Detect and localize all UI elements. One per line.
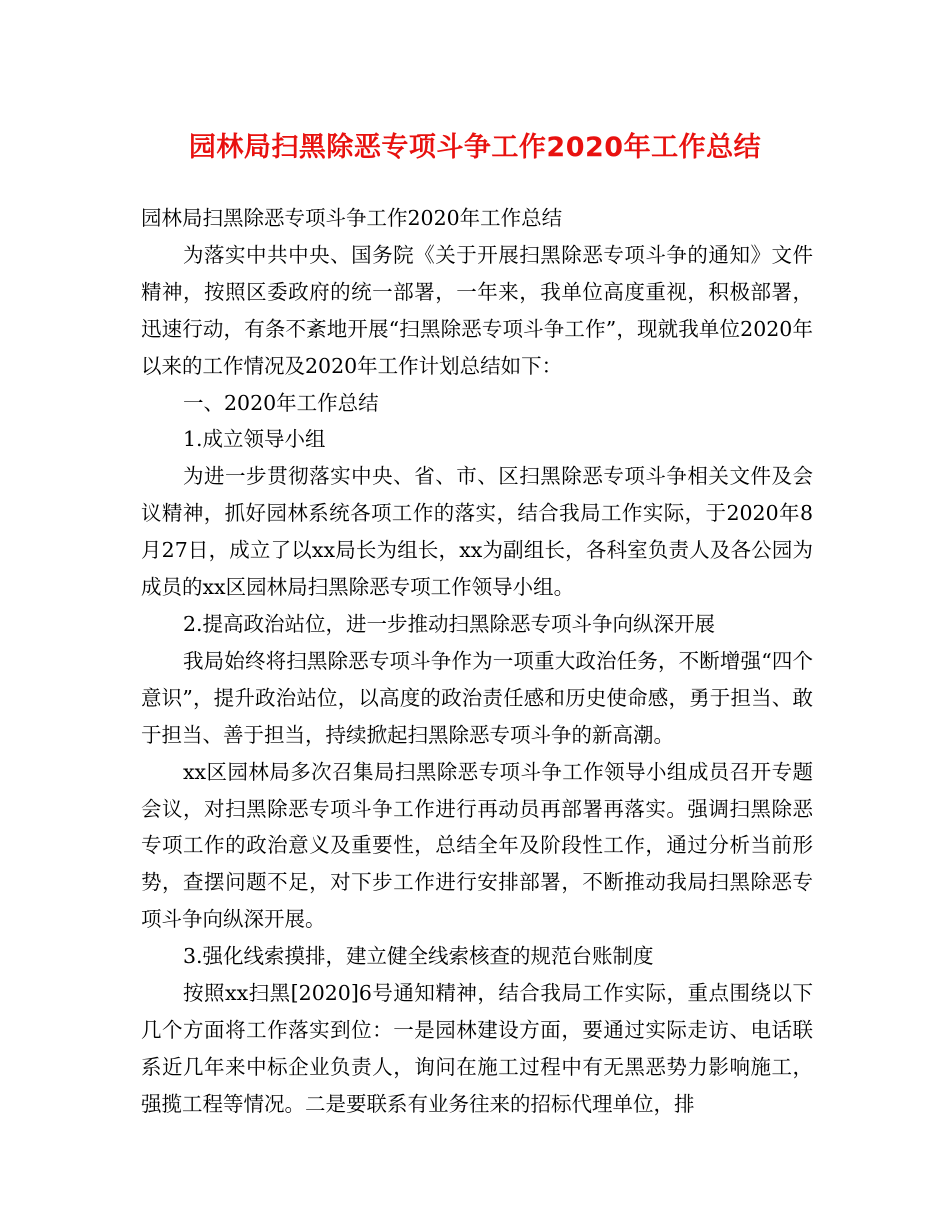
document-body — [141, 200, 813, 1123]
subheading-clue-investigation: 3.强化线索摸排，建立健全线索核查的规范台账制度 — [183, 944, 654, 969]
section-heading-summary: 一、2020年工作总结 — [183, 390, 379, 415]
subheading-political-stance: 2.提高政治站位，进一步推动扫黑除恶专项斗争向纵深开展 — [183, 611, 716, 636]
paragraph-special-meetings: xx区园林局多次召集局扫黑除恶专项斗争工作领导小组成员召开专题会议，对扫黑除恶专项斗争工作进行再动员再部署再落实。强调扫黑除恶专项工作的政治意义及重要性，总结全年及阶段性工作，通过分析当前形势，查摆问题不足，对下步工作进行安排部署，不断推动我局扫黑除恶专项斗争向纵深开展。 — [141, 759, 813, 932]
paragraph-political-task: 我局始终将扫黑除恶专项斗争作为一项重大政治任务，不断增强“四个意识”，提升政治站位，以高度的政治责任感和历史使命感，勇于担当、敢于担当、善于担当，持续掀起扫黑除恶专项斗争的新高潮。 — [141, 648, 813, 747]
paragraph-leadership-group: 为进一步贯彻落实中央、省、市、区扫黑除恶专项斗争相关文件及会议精神，抓好园林系统各项工作的落实，结合我局工作实际，于2020年8月27日，成立了以xx局长为组长，xx为副组长，各科室负责人及各公园为成员的xx区园林局扫黑除恶专项工作领导小组。 — [141, 464, 813, 600]
intro-paragraph: 为落实中共中央、国务院《关于开展扫黑除恶专项斗争的通知》文件精神，按照区委政府的统一部署，一年来，我单位高度重视，积极部署，迅速行动，有条不紊地开展“扫黑除恶专项斗争工作”，现就我单位2020年以来的工作情况及2020年工作计划总结如下： — [141, 242, 813, 378]
subheading-leadership-group: 1.成立领导小组 — [183, 427, 326, 452]
document-title: 园林局扫黑除恶专项斗争工作2020年工作总结 — [188, 132, 762, 163]
body-heading-paragraph: 园林局扫黑除恶专项斗争工作2020年工作总结 — [141, 206, 563, 230]
paragraph-clue-investigation: 按照xx扫黑[2020]6号通知精神，结合我局工作实际，重点围绕以下几个方面将工作落实到位：一是园林建设方面，要通过实际走访、电话联系近几年来中标企业负责人，询问在施工过程中有无黑恶势力影响施工，强揽工程等情况。二是要联系有业务往来的招标代理单位，排 — [141, 981, 813, 1116]
